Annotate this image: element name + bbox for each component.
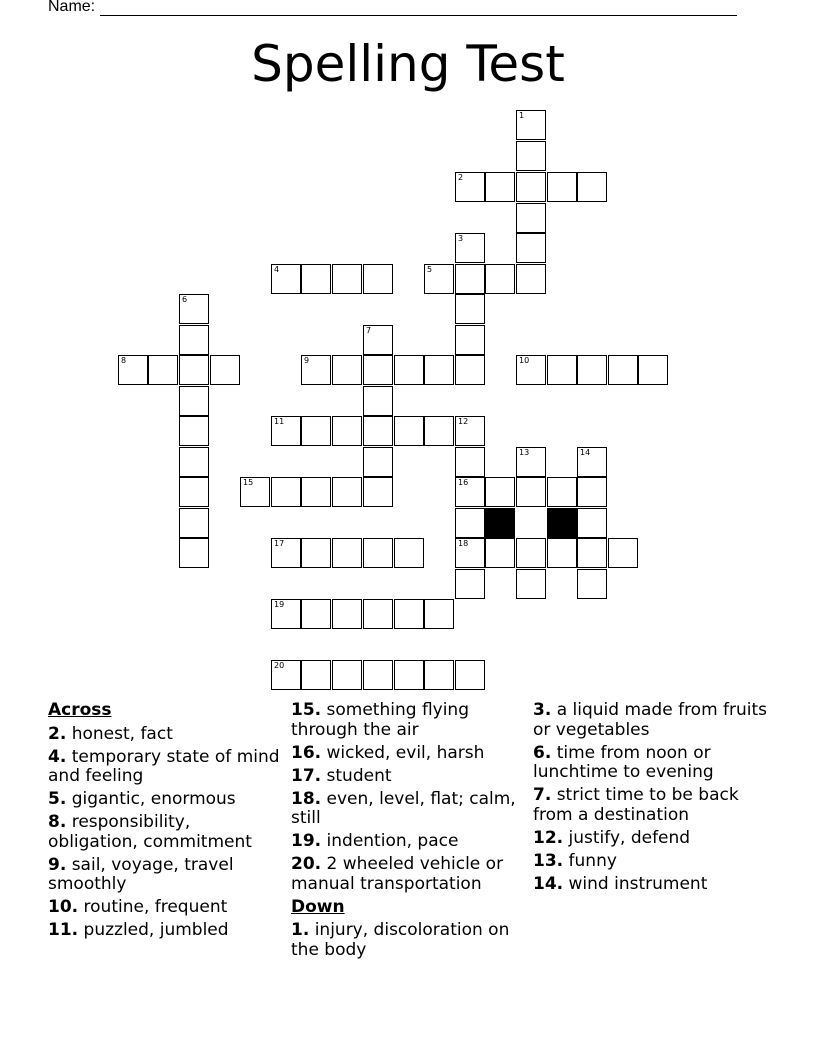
clue-text: routine, frequent	[78, 897, 228, 917]
grid-cell[interactable]	[577, 569, 607, 599]
grid-cell[interactable]	[516, 172, 546, 202]
clue-text: student	[321, 765, 392, 786]
clue-number: 17.	[291, 765, 322, 786]
grid-cell[interactable]	[179, 325, 209, 355]
grid-cell[interactable]	[577, 172, 607, 202]
clue-text: 2 wheeled vehicle or manual transportation	[291, 854, 504, 894]
blocked-cell	[547, 508, 577, 538]
grid-cell[interactable]	[363, 447, 393, 477]
clue-item	[48, 921, 284, 941]
grid-cell[interactable]	[332, 416, 362, 446]
grid-cell[interactable]	[210, 355, 240, 385]
grid-cell[interactable]	[516, 477, 546, 507]
across-heading: Across	[48, 700, 112, 720]
cell-number: 14	[580, 448, 591, 457]
clue-number: 2.	[48, 723, 67, 744]
clue-item	[291, 921, 521, 960]
grid-cell[interactable]	[485, 172, 515, 202]
clue-item	[48, 748, 284, 787]
clue-item	[291, 767, 521, 787]
grid-cell[interactable]	[179, 355, 209, 385]
grid-cell[interactable]	[516, 233, 546, 263]
grid-cell[interactable]	[455, 233, 485, 263]
clue-item	[533, 786, 773, 825]
grid-cell[interactable]	[363, 416, 393, 446]
clue-item	[48, 790, 284, 810]
grid-cell[interactable]	[301, 355, 331, 385]
grid-cell[interactable]	[332, 599, 362, 629]
grid-cell[interactable]	[332, 538, 362, 568]
clue-number: 20.	[291, 854, 322, 874]
grid-cell[interactable]	[455, 508, 485, 538]
clue-number: 10.	[48, 897, 79, 917]
grid-cell[interactable]	[547, 355, 577, 385]
grid-cell[interactable]	[455, 264, 485, 294]
grid-cell[interactable]	[455, 538, 485, 568]
grid-cell[interactable]	[363, 599, 393, 629]
grid-cell[interactable]	[301, 660, 331, 690]
grid-cell[interactable]	[516, 569, 546, 599]
grid-cell[interactable]	[516, 110, 546, 140]
grid-cell[interactable]	[363, 264, 393, 294]
clue-text: even, level, flat; calm, still	[291, 788, 516, 828]
grid-cell[interactable]	[424, 599, 454, 629]
page-title: Spelling Test	[251, 35, 565, 93]
cell-number: 7	[366, 326, 372, 335]
grid-cell[interactable]	[516, 447, 546, 477]
clue-text: wind instrument	[563, 873, 708, 894]
cell-number: 10	[519, 356, 530, 365]
grid-cell[interactable]	[547, 172, 577, 202]
cell-number: 4	[274, 265, 280, 274]
grid-cell[interactable]	[516, 141, 546, 171]
grid-cell[interactable]	[271, 660, 301, 690]
grid-cell[interactable]	[332, 477, 362, 507]
clue-item	[533, 829, 773, 849]
grid-cell[interactable]	[455, 447, 485, 477]
grid-cell[interactable]	[424, 355, 454, 385]
clue-number: 7.	[533, 785, 552, 805]
clue-number: 6.	[533, 742, 552, 763]
clue-text: wicked, evil, harsh	[321, 742, 485, 763]
clue-text: puzzled, jumbled	[78, 920, 229, 940]
grid-cell[interactable]	[271, 599, 301, 629]
grid-cell[interactable]	[301, 599, 331, 629]
grid-cell[interactable]	[363, 660, 393, 690]
clues-column-1	[48, 701, 284, 944]
cell-number: 8	[121, 356, 127, 365]
clue-item	[291, 832, 521, 852]
cell-number: 13	[519, 448, 530, 457]
clue-number: 18.	[291, 788, 322, 809]
grid-cell[interactable]	[363, 355, 393, 385]
grid-cell[interactable]	[363, 325, 393, 355]
clue-number: 16.	[291, 742, 322, 763]
grid-cell[interactable]	[577, 355, 607, 385]
clue-number: 12.	[533, 827, 564, 848]
clue-text: gigantic, enormous	[66, 789, 236, 809]
cell-number: 3	[458, 234, 464, 243]
grid-cell[interactable]	[577, 447, 607, 477]
grid-cell[interactable]	[455, 294, 485, 324]
grid-cell[interactable]	[394, 538, 424, 568]
cell-number: 1	[519, 111, 525, 120]
clue-text: injury, discoloration on the body	[291, 920, 510, 960]
grid-cell[interactable]	[455, 569, 485, 599]
clue-item	[48, 898, 284, 918]
grid-cell[interactable]	[455, 355, 485, 385]
clue-text: funny	[563, 850, 617, 871]
grid-cell[interactable]	[148, 355, 178, 385]
grid-cell[interactable]	[455, 660, 485, 690]
clue-item	[48, 856, 284, 895]
grid-cell[interactable]	[455, 172, 485, 202]
cell-number: 2	[458, 173, 464, 182]
clue-item	[48, 725, 284, 745]
clue-number: 5.	[48, 789, 67, 809]
grid-cell[interactable]	[179, 386, 209, 416]
grid-cell[interactable]	[485, 264, 515, 294]
cell-number: 19	[274, 600, 285, 609]
clue-number: 3.	[533, 700, 552, 720]
clue-item	[533, 852, 773, 872]
clue-number: 8.	[48, 812, 67, 832]
grid-cell[interactable]	[516, 203, 546, 233]
down-heading: Down	[291, 896, 345, 917]
grid-cell[interactable]	[516, 264, 546, 294]
grid-cell[interactable]	[179, 477, 209, 507]
clue-item	[291, 701, 521, 740]
cell-number: 11	[274, 417, 285, 426]
cell-number: 20	[274, 661, 285, 670]
clue-text: a liquid made from fruits or vegetables	[533, 700, 768, 740]
grid-cell[interactable]	[485, 538, 515, 568]
grid-cell[interactable]	[240, 477, 270, 507]
clue-item	[48, 813, 284, 852]
clue-text: strict time to be back from a destination	[533, 785, 739, 825]
clue-text: time from noon or lunchtime to evening	[533, 742, 714, 782]
grid-cell[interactable]	[516, 538, 546, 568]
grid-cell[interactable]	[118, 355, 148, 385]
grid-cell[interactable]	[424, 264, 454, 294]
clue-number: 1.	[291, 920, 310, 940]
cell-number: 17	[274, 539, 285, 548]
clue-number: 11.	[48, 920, 79, 940]
grid-cell[interactable]	[301, 538, 331, 568]
clue-number: 13.	[533, 850, 564, 871]
grid-cell[interactable]	[424, 660, 454, 690]
grid-cell[interactable]	[608, 355, 638, 385]
blocked-cell	[485, 508, 515, 538]
clue-text: temporary state of mind and feeling	[48, 746, 280, 786]
grid-cell[interactable]	[547, 477, 577, 507]
grid-cell[interactable]	[271, 264, 301, 294]
clue-number: 15.	[291, 700, 322, 720]
grid-cell[interactable]	[179, 416, 209, 446]
grid-cell[interactable]	[332, 660, 362, 690]
grid-cell[interactable]	[179, 447, 209, 477]
cell-number: 6	[182, 295, 188, 304]
grid-cell[interactable]	[271, 538, 301, 568]
grid-cell[interactable]	[179, 294, 209, 324]
cell-number: 5	[427, 265, 433, 274]
clue-text: indention, pace	[321, 831, 459, 851]
grid-cell[interactable]	[455, 325, 485, 355]
clue-text: something flying through the air	[291, 700, 469, 740]
grid-cell[interactable]	[485, 477, 515, 507]
grid-cell[interactable]	[363, 538, 393, 568]
grid-cell[interactable]	[271, 416, 301, 446]
clue-number: 4.	[48, 746, 67, 767]
clue-item	[291, 744, 521, 764]
grid-cell[interactable]	[577, 538, 607, 568]
grid-cell[interactable]	[332, 355, 362, 385]
clue-text: responsibility, obligation, commitment	[48, 812, 252, 852]
clue-item	[533, 744, 773, 783]
grid-cell[interactable]	[608, 538, 638, 568]
grid-cell[interactable]	[301, 264, 331, 294]
name-label: Name:	[48, 0, 96, 15]
cell-number: 12	[458, 417, 469, 426]
clues-column-2	[291, 701, 521, 964]
grid-cell[interactable]	[271, 477, 301, 507]
grid-cell[interactable]	[394, 355, 424, 385]
clue-item	[533, 701, 773, 740]
cell-number: 15	[243, 478, 254, 487]
clue-text: justify, defend	[563, 827, 691, 848]
grid-cell[interactable]	[547, 538, 577, 568]
clue-number: 9.	[48, 854, 67, 875]
cell-number: 9	[304, 356, 310, 365]
cell-number: 18	[458, 539, 469, 548]
clue-text: sail, voyage, travel smoothly	[48, 854, 234, 894]
grid-cell[interactable]	[301, 416, 331, 446]
clue-item	[291, 790, 521, 829]
grid-cell[interactable]	[363, 386, 393, 416]
clues-column-3	[533, 701, 773, 898]
clue-number: 14.	[533, 873, 564, 894]
clue-item	[291, 855, 521, 894]
grid-cell[interactable]	[424, 416, 454, 446]
grid-cell[interactable]	[516, 355, 546, 385]
cell-number: 16	[458, 478, 469, 487]
grid-cell[interactable]	[301, 477, 331, 507]
grid-cell[interactable]	[394, 416, 424, 446]
clue-item	[533, 875, 773, 895]
grid-cell[interactable]	[179, 538, 209, 568]
clue-number: 19.	[291, 831, 322, 851]
grid-cell[interactable]	[363, 477, 393, 507]
grid-cell[interactable]	[179, 508, 209, 538]
grid-cell[interactable]	[332, 264, 362, 294]
grid-cell[interactable]	[638, 355, 668, 385]
grid-cell[interactable]	[455, 477, 485, 507]
grid-cell[interactable]	[455, 416, 485, 446]
grid-cell[interactable]	[577, 477, 607, 507]
clue-text: honest, fact	[66, 723, 173, 744]
grid-cell[interactable]	[577, 508, 607, 538]
grid-cell[interactable]	[394, 599, 424, 629]
grid-cell[interactable]	[394, 660, 424, 690]
